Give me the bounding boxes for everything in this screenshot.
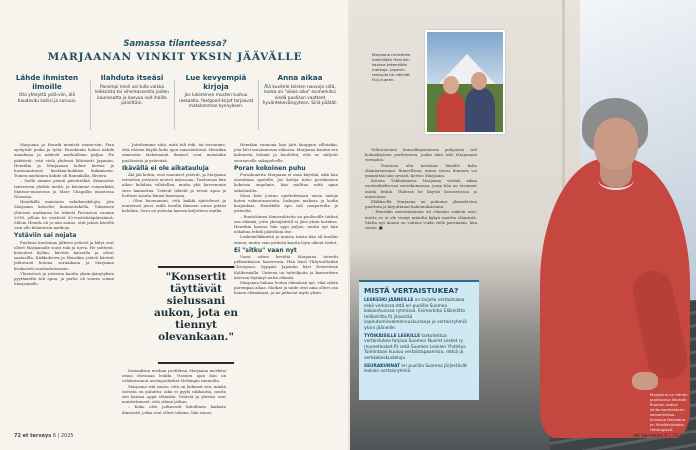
tip-2-title: Ilahduta itseäsi [100,73,164,82]
person-marjaana [437,92,465,132]
main-photo-caption: Marjaana on hänen puolisonsa kävivät Ruotsin radion sinfoniaorkesterin konserteissa. Kuvassa Marjaana on Musiikkitalolla Helsingissä. [650,392,688,432]
tip-1-body: Ota yhteyttä ystä-viin, älä haudavdu kotiisi ja suruusi. [17,93,77,104]
tip-divider [258,80,259,130]
person-henrik [465,88,495,132]
sidebar-title: MISTÄ VERTAISTUKEA? [364,286,459,295]
paragraph: – Jutteleimme siitä, mitä tuli teki, tai toivomme, että ehtisin käydä koko ajan vanssäisöissä. Henrikin omaisista tärkeimmät ihmiset ovat muistakin puolisoista ja ystävistä. [122,142,226,163]
sidebar-item-text: on tarjolla vertaistukea sekä verkossa että eri puolilla Suomea kokoontuvissa ryhmissä. Esimerkiksi Eläkeliitto (eläkeliitto.fi) järjestää sopeutumisvalmennuskursseja ja vertaisryhmiä yksin jääneille. [364,298,467,331]
tip-4-body: Älä kuvitele toisten nouvoja siitä, koska on "oikea aika" esimerkiksi viedä puolison vaatteet hyväntekeväisyyteen. Sinä päätät. [262,84,338,107]
paragraph: – Koko olen jatkuvasti kiitollinen kaikista ihmisistä, jotka ovat olleet tukena, hän sanoo. [122,404,226,415]
tip-1-title: Lähde ihmisten ilmoille [15,73,79,91]
sidebar-item-label: SEURAKUNNAT [364,363,401,369]
woman-hand [632,372,658,390]
person-henrik-face [471,72,487,90]
sidebar-box [359,280,479,400]
paragraph: Puolison kuoleman jälkeen ystävät ja kälyt ovat olleet Marjaanalle suuri tuki ja turva. He soittivat, kutsuivat kyläin, kävivät katsoilla ja olivat saatavilla. Kirkkoherra ja Henrikin ystävä kävivät jatkuvasti kotona suruaikana ja Marjaana keskusteli vuodentulostaan. [14,239,114,271]
paragraph: Kotona Tukholmassa Marjaana viettää aikaa ruotsinkielisessä seurakunnassa, jossa hän on tavannut muita leskiä. Yhdessä he käyvät konserteissa ja museoissa. [365,178,477,199]
subheading: Ystäviin sai nojata [14,232,77,240]
paragraph: – Ruutoloinen ihmissuhteita on puolisoille tärkeä osa elämää, jotta yksinjääväll ei jäisi yksin kotiinsa. Henrikin kanssa hän oppi paljon, mutta nyt hän uskaltaa tehdä päätöksiä itse. [234,213,338,235]
sidebar-item [364,334,474,362]
paragraph: Marjaana sitä sanoo, että on kokenut sen, minkä surusta on puhuttu: aika ei pyyhi rakkautta, mutta sen kanssa oppii elämään. Ystävät ja yhteisö ovat muistuttaneet, että elämä jatkuu. [122,383,226,405]
inset-photo [425,30,505,134]
paragraph: Yhteisössä ja ystävien kautta yksin-jäänytyksin pyytämättä tuli apua, ja perhe oli suurin voima Marjaanalle. [14,270,114,287]
tip-4-title: Anna aikaa [277,73,323,82]
pull-quote-rule [158,266,234,268]
issue: 6 | 2025 [52,433,74,439]
paragraph: Henrikin vaimona hän jätti kauppiin villatakin, jota hävi muutamassa viikossa. Marjaana kantaa sen kuluneita helmiä ja huolehtii, että ne säilyvät seuraavalle sukupolvelle. [234,142,338,163]
paragraph: Älä jää kotiin, ovat sanoneet ystävät, ja Marjaana toteuttaa ystävien neuvot arjessaan. Tunteensa hän aikoo kohdata vähitellen, mutta yhä harvemmin suru lamauttaa. Ystävät tekivät ja toivat apua ja hoitivat asioita hänen kanssaan. [122,172,226,198]
paragraph: Poraskonetta Marjaana ei osaa käyttää, eikä hän aiovakaan opetella. Jos koteja tulee porakoneen kokoisia ongelmia, hän malttaa niitä apua sukulaisilta. [234,172,338,193]
inset-caption: Marjaana muistelee mielellään Henrikin kanssa tekemiään matkoja. Japanin-reissulla he näkivät Fuji-vuoren. [372,52,411,82]
headline: MARJAANAN VINKIT YKSIN JÄÄVÄLLE [47,51,303,63]
paragraph: Yellowstonen kansallispuistossa pohjoisiin tuli kolmaksjäsen perheeseen, jonka ääni teki Marjaanan vieraaksi. [365,147,477,163]
tip-divider [174,80,175,130]
sidebar-item-label: TYÖIKÄISILLE LESKILLE [364,333,421,339]
paragraph: – Tunnissa olin kertonut hänelle koko elämäntarinani. Ihmeellisen, miten vieras ihminen voi ymmärtää niin syvästi, kertoo Marjaana. [365,162,477,179]
paragraph: Sosiaalisen median profiilissa Marjaana merkitsi omaa elovanaa lenkki. Vuosien ajan hän on valokuvannut auringonlaskut Helsingin rannoilta. [122,368,226,384]
tips-row [8,74,338,136]
body-column-3 [234,142,338,296]
tip-3 [178,74,254,136]
body-column-2-bottom [122,368,226,415]
left-folio [14,433,74,439]
paragraph: – Siellä nimme pieniä päiväretkiä. Kiinnostus taiteeseen yhdisti meitä, ja kävimme esimerkiksi Matisse-museossa ja Marc Chagallin museossa Nizzassa. [14,178,114,200]
necklace [598,170,634,190]
paragraph: Moni koki joutuu opettelemaan uusia taitoja kuten vakuutusasioita, laskujen maksua ja kodin korjauksia. Henrikille apu tuli naapureilta ja ystäviltä. [234,192,338,214]
magazine-name: et terveys [634,433,663,439]
page-number: 72 [14,433,21,439]
right-folio [634,433,694,439]
tip-4 [262,74,338,136]
paragraph: Marjaana haluaa hoitaa elämänsä nyt, eikä odota parempaa aikaa. Matkat ja taide ovat aina olleet osa hänen elämäänsä, ja ne jatkuvat myös yksin. [234,280,338,296]
tip-2-body: Panempi mieli voi tulla vaikka leikkoista tai viherkasveista joiden kaunseutta ja kasvua voit ihailla päivittäin. [94,84,170,107]
woman-face [594,118,638,170]
pull-quote-rule [158,362,234,364]
paragraph: Vuosi sitten kevättä Marjaana toteutti pitkäaikaisen haaveensa. Hän lensi Yhdysvaltoihin Chicagoon, hyppäsi Japaniin kävi Denverissä Kalifornialla. Uutiena on taiteilijoita ja konserttien ääressä löytänyt uutta elämää. [234,254,338,280]
right-body-column [365,147,477,230]
paragraph: Marjaana ja Henrik menivät naimi-siin. Pian syntyivät poika ja tytär. Pariskunta halusi nähdä maailmaa ja näkivät matkoillaan paljon. He päättivät, että vielä yhdessä lähtisivät Japaniin. Henrikin ja Marjaanan kolme kertaa ja hurmaantuivat kirsikan-kukkien kukinnasta. Toinen mieluinen kohde oli Rannikalla, Riviera. [14,142,114,179]
paragraph: – Olen huomannut, että kaikki ajattelevat ja muistavat juuri, millä tavalla ihmisen surua pitäisi kohdata. Suru on ystävän kanssa kuljettava matka. [122,198,226,214]
pull-quote: "Konsertit täyttävät sielussani aukon, jota en tiennyt olevankaan." [153,271,239,343]
kicker: Samassa tilanteessa? [123,39,227,49]
paragraph: Leskeneläkkeistä ja muista tuista hän oli kuullut ennen, mutta vain ystävän kautta löysi oikeat tiedot. [234,234,338,245]
tip-divider [90,80,91,130]
sidebar-item-label: LESKESKI JÄÄNEILLE [364,298,414,303]
tip-3-body: Jos lukeminen musten tuntuu raskaalta, feelgood-kirjat tarjoavat matalamman kynnyksen. [178,93,254,110]
tip-2 [94,74,170,136]
subheading: Poran kokoinen puhu [234,164,306,172]
paragraph: Henrikillä maistasia vakokavakilojta, jota Marjaana katselee kunnioitukella. Viimeisen yhteisen matkansa he tekivät Firenzeen vuonna 2018, jolloin he viettivät 50-vuotishääpäiväänsä. Silloin Henrik oli jo niin sairas, että jaksoi kävellä vain alle kilometrin matkoja. [14,199,114,231]
sidebar-item [364,298,474,332]
page-number: 73 [686,433,694,439]
paragraph: – Henrikin menettäminen oli elämäni vaikein asia, mutta se ei ole vienyt minulta kykyä nauttia elämästä. Mutta nyt minun on voitava voida vielä paremmin, hän sanoo. ■ [365,209,477,231]
sidebar-item-text: tarkoitettua vertaistukea tarjoaa Suomen Nuoret Lesket ry (nuoretlesket.fi) sekä Suomen Leskien Yhdistys. Toimintaan kuuluu vertaistapaamisia, retkiä ja verkkokeskusteluja. [364,333,467,361]
tip-1 [8,74,86,136]
sidebar-item [364,364,474,375]
magazine-name: et terveys [22,433,52,439]
body-column-1 [14,142,114,286]
subheading: Ikävällä ei ole aikatauluja [122,164,209,172]
paragraph: Eläkkeellä Marjaana on puhunut yksinelävien puolesta ja kirjoittanut kokemuksistaan. [365,199,477,210]
person-marjaana-face [443,76,459,94]
subheading: Ei "sitku" vaan nyt [234,246,297,254]
sidebar-item-text: eri puolilla Suomea järjestävät leskien vertaisryhmiä. [364,363,467,375]
issue: 6 | 2025 [664,433,686,439]
tip-3-title: Lue kevyempiä kirjoja [185,73,247,91]
body-column-2 [122,142,226,214]
